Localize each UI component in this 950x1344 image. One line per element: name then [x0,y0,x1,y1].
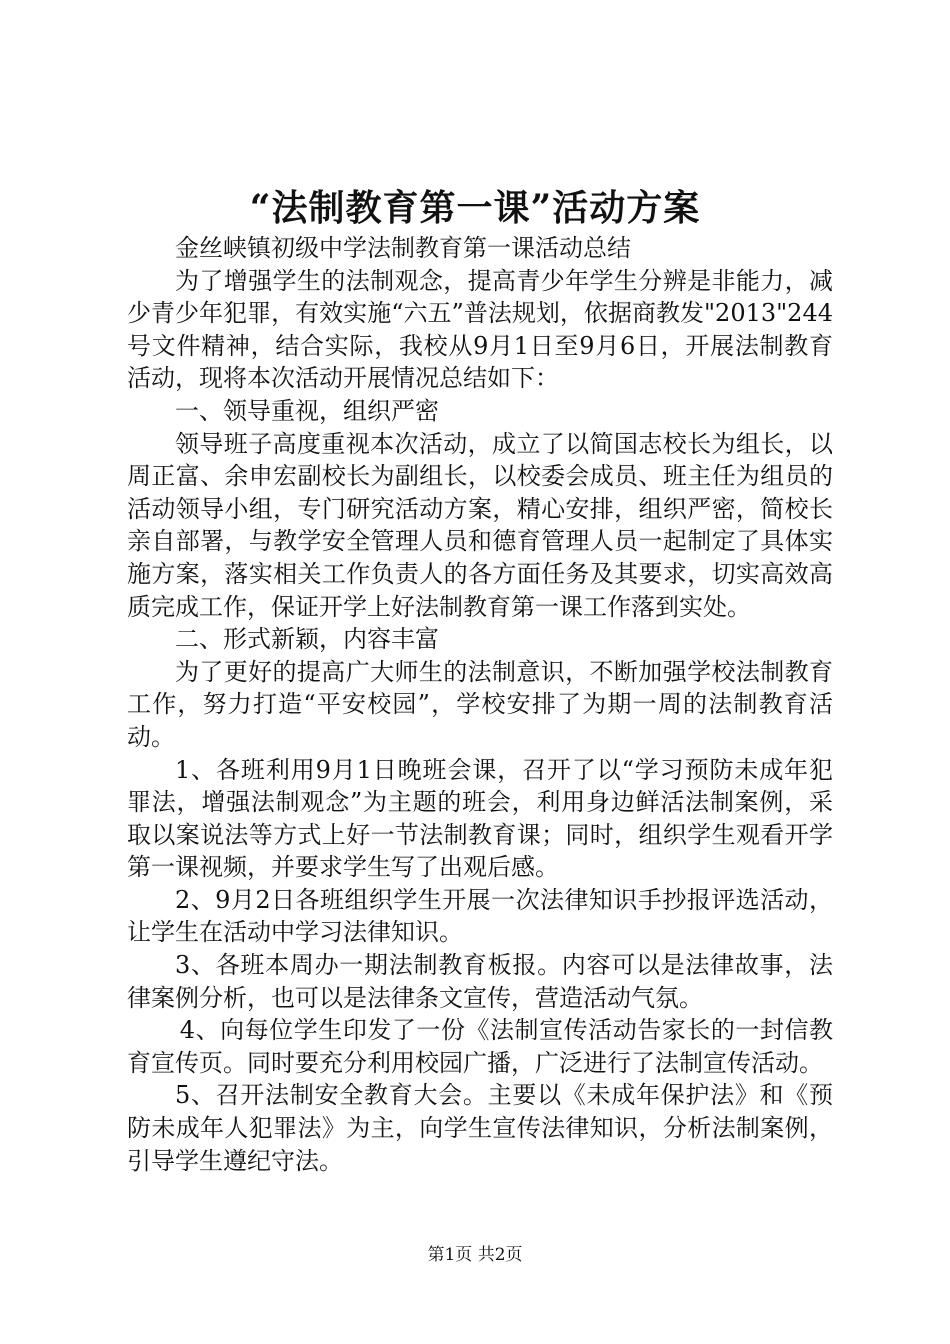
page-number-footer: 第1页 共2页 [427,1245,523,1265]
document-body [127,232,833,1177]
paragraph-activities: 为了更好的提高广大师生的法制意识，不断加强学校法制教育工作，努力打造“平安校园”，学校安排了为期一周的法制教育活动。 [127,657,833,751]
list-item-4: 4、向每位学生印发了一份《法制宣传活动告家长的一封信教育宣传页。同时要充分利用校园广播，广泛进行了法制宣传活动。 [127,1016,833,1077]
paragraph-leadership: 领导班子高度重视本次活动，成立了以简国志校长为组长，以周正富、余申宏副校长为副组长，以校委会成员、班主任为组员的活动领导小组，专门研究活动方案，精心安排，组织严密，简校长亲自部署，与教学安全管理人员和德育管理人员一起制定了具体实施方案，落实相关工作负责人的各方面任务及其要求，切实高效高质完成工作，保证开学上好法制教育第一课工作落到实处。 [127,429,833,621]
list-item-5: 5、召开法制安全教育大会。主要以《未成年保护法》和《预防未成年人犯罪法》为主，向学生宣传法律知识，分析法制案例，引导学生遵纪守法。 [127,1081,833,1175]
list-item-1: 1、各班利用9月1日晚班会课，召开了以“学习预防未成年犯罪法，增强法制观念”为主题的班会，利用身边鲜活法制案例，采取以案说法等方式上好一节法制教育课；同时，组织学生观看开学第一课视频，并要求学生写了出观后感。 [127,755,833,882]
paragraph-subtitle: 金丝峡镇初级中学法制教育第一课活动总结 [175,234,631,262]
paragraph-intro: 为了增强学生的法制观念，提高青少年学生分辨是非能力，减少青少年犯罪，有效实施“六五”普法规划，依据商教发"2013"244号文件精神，结合实际，我校从9月1日至9月6日，开展法制教育活动，现将本次活动开展情况总结如下： [127,266,833,393]
document-title: “法制教育第一课”活动方案 [249,187,701,229]
section-heading-1: 一、领导重视，组织严密 [175,396,439,425]
list-item-3: 3、各班本周办一期法制教育板报。内容可以是法律故事，法律案例分析，也可以是法律条文宣传，营造活动气氛。 [127,951,833,1012]
section-heading-2: 二、形式新颖，内容丰富 [175,625,439,654]
list-item-2: 2、9月2日各班组织学生开展一次法律知识手抄报评选活动，让学生在活动中学习法律知识。 [127,885,833,947]
